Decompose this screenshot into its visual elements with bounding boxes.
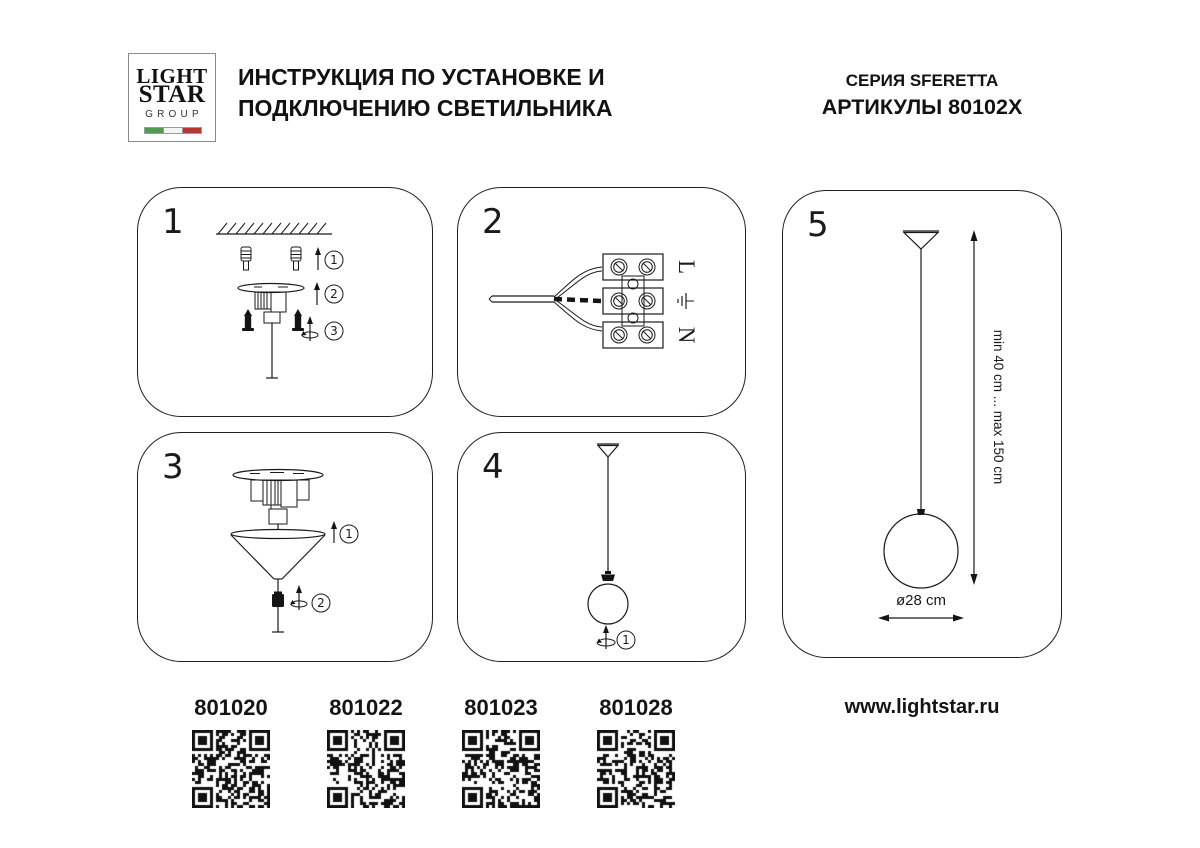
terminal-label-neutral: N: [674, 326, 699, 344]
screw-icon: [242, 309, 254, 331]
step-badge-1: [340, 525, 358, 543]
up-arrow-icon: [314, 282, 320, 305]
panel-step-2: [457, 187, 746, 417]
height-range-label: min 40 cm ... max 150 cm: [991, 329, 1006, 485]
page-title-line2: ПОДКЛЮЧЕНИЮ СВЕТИЛЬНИКА: [238, 95, 613, 121]
article-column: [566, 695, 706, 813]
terminal-block: [603, 254, 663, 348]
panel-step-5: [782, 190, 1062, 658]
flag-white: [163, 127, 183, 134]
step-badge-1: [325, 251, 343, 269]
step-number-2: 2: [482, 202, 504, 242]
flag-green: [144, 127, 163, 134]
svg-text:3: 3: [330, 324, 338, 339]
svg-text:1: 1: [330, 253, 338, 268]
article-number: 801023: [464, 695, 538, 720]
rotation-arrow-icon: [290, 585, 307, 610]
panel-step-4: [457, 432, 746, 662]
series-name: СЕРИЯ SFERETTA: [845, 71, 999, 90]
article-number: 801028: [599, 695, 673, 720]
up-arrow-icon: [315, 247, 321, 270]
logo-word-star: STAR: [138, 81, 206, 108]
glass-sphere-icon: [588, 584, 628, 624]
glass-sphere-icon: [884, 514, 958, 588]
svg-text:1: 1: [622, 633, 630, 648]
diagram-wiring: [458, 188, 747, 418]
earth-ground-icon: [678, 293, 694, 309]
diagram-dimensions: [783, 191, 1063, 659]
article-number: 801022: [329, 695, 403, 720]
lightstar-logo: [128, 53, 216, 142]
flag-red: [183, 127, 202, 134]
locking-grip-icon: [272, 592, 284, 608]
supply-cable: [489, 267, 602, 331]
article-column: [161, 695, 301, 813]
article-column: [431, 695, 571, 813]
svg-text:2: 2: [317, 596, 325, 611]
panel-step-1: [137, 187, 433, 417]
step-number-4: 4: [482, 447, 504, 487]
cone-canopy-icon: [231, 524, 325, 579]
panel-step-3: [137, 432, 433, 662]
up-arrow-icon: [331, 521, 337, 543]
qr-code: [327, 730, 405, 808]
diameter-dimension-arrow: [878, 615, 964, 622]
wall-anchor-icon: [241, 247, 251, 270]
articles-code: АРТИКУЛЫ 80102X: [821, 95, 1023, 119]
svg-text:2: 2: [330, 287, 338, 302]
logo-word-group: GROUP: [145, 109, 203, 120]
screw-icon: [292, 309, 304, 331]
qr-code: [597, 730, 675, 808]
ceiling-hatch-icon: [216, 223, 332, 234]
socket-cap-icon: [601, 571, 615, 581]
wall-anchor-icon: [291, 247, 301, 270]
qr-code: [462, 730, 540, 808]
step-number-1: 1: [162, 202, 184, 242]
page-title-line1: ИНСТРУКЦИЯ ПО УСТАНОВКЕ И: [238, 64, 605, 90]
diagram-sphere-attachment: [458, 433, 747, 663]
cone-canopy-icon: [903, 231, 939, 249]
article-column: [296, 695, 436, 813]
page-title: [238, 62, 612, 124]
terminal-label-line: L: [674, 259, 699, 275]
step-badge-2: [325, 285, 343, 303]
diagram-canopy-assembly: [138, 433, 434, 663]
qr-code: [192, 730, 270, 808]
series-info: [772, 70, 1072, 122]
svg-text:1: 1: [345, 527, 353, 542]
diagram-ceiling-mounting: [138, 188, 434, 418]
article-number: 801020: [194, 695, 268, 720]
logo-word-light: LIGHT: [136, 64, 208, 88]
height-dimension-arrow: [971, 230, 978, 585]
step-number-5: 5: [807, 205, 829, 245]
step-badge-2: [312, 594, 330, 612]
website-url: www.lightstar.ru: [844, 696, 1000, 718]
rotation-arrow-icon: [597, 625, 616, 649]
step-badge-3: [325, 322, 343, 340]
mounting-plate-icon: [233, 470, 323, 525]
step-badge-1: [617, 631, 635, 649]
terminal-row-earth: [603, 288, 663, 314]
italian-flag-stripe: [144, 127, 202, 132]
step-number-3: 3: [162, 447, 184, 487]
diameter-label: ø28 cm: [895, 592, 947, 609]
cone-canopy-icon: [597, 444, 619, 457]
